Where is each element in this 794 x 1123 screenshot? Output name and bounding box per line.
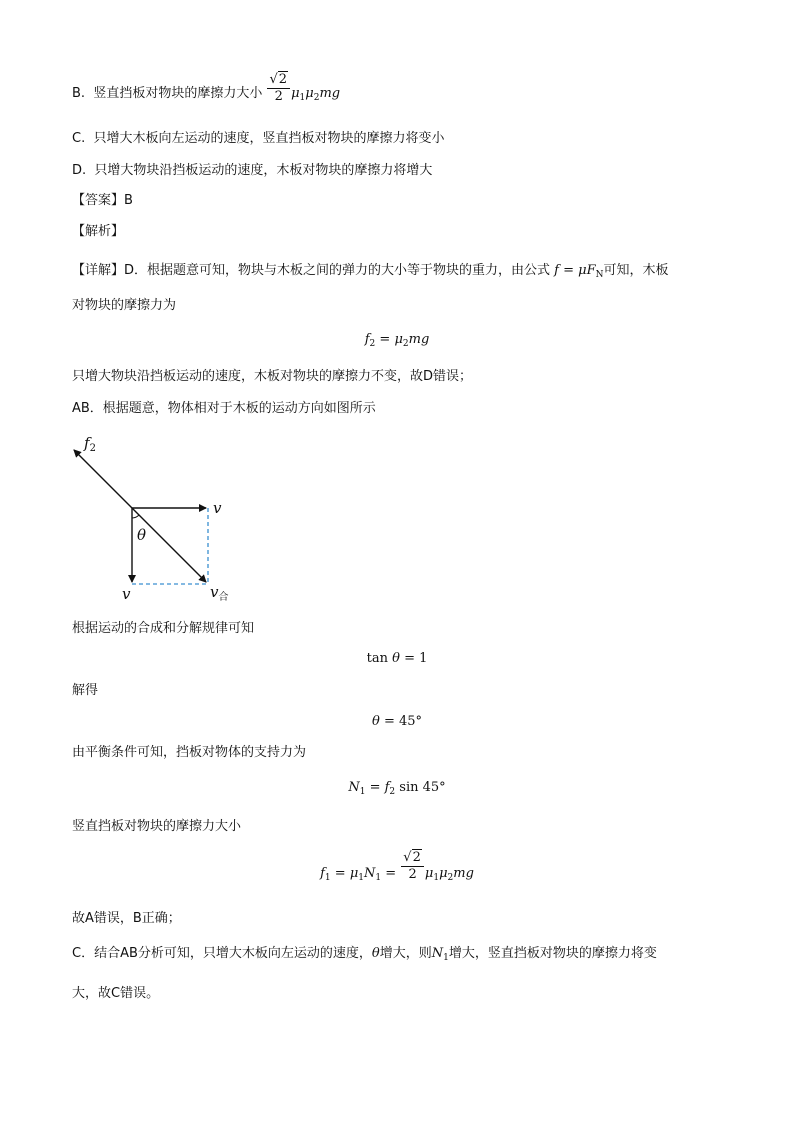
detail-text-1b: 可知，木板 [603,263,669,278]
equation-f2: $f_2 = \mu_2mg$ [364,332,430,349]
v-sum-label: $v_合$ [210,583,229,603]
f2-arrow [74,450,132,508]
equation-f1: $f_1 = \mu_1N_1$ = $\frac{√2}{2}$ $\mu_1\mu_2mg$ [320,850,474,883]
option-d-label: D. [72,163,87,178]
detail-line-10: C．结合AB分析可知，只增大木板向左运动的速度，θ增大，则$N_1$增大，竖直挡板对物块的摩擦力将变 [72,946,657,963]
v-down-label: v [122,585,131,603]
equation-n1: $N_1 = f_2$ sin 45° [348,780,446,797]
answer-line [72,192,133,210]
answer-tag: 【答案】 [72,193,125,208]
detail-line-3: 只增大物块沿挡板运动的速度，木板对物块的摩擦力不变，故D错误； [72,369,473,384]
option-c [72,130,445,148]
detail-line-7: 由平衡条件可知，挡板对物体的支持力为 [72,745,307,760]
velocity-diagram [60,428,260,608]
option-d [72,162,432,180]
option-d-text: 只增大物块沿挡板运动的速度，木板对物块的摩擦力将增大 [94,163,433,178]
option-c-text: 只增大木板向左运动的速度，竖直挡板对物块的摩擦力将变小 [93,131,445,146]
detail-tag: 【详解】 [72,263,125,278]
analysis-tag: 【解析】 [72,224,125,239]
equation-tan: tan θ = 1 [366,651,428,666]
option-b-label: B. [72,86,86,101]
detail-line-4: AB．根据题意，物体相对于木板的运动方向如图所示 [72,401,376,416]
detail-text-10a: C．结合AB分析可知，只增大木板向左运动的速度， [72,946,372,961]
detail-text-10b: 增大，则 [379,946,432,961]
detail-line-8: 竖直挡板对物块的摩擦力大小 [72,819,242,834]
detail-line-9: 故A错误，B正确； [72,911,181,926]
detail-line-2: 对物块的摩擦力为 [72,298,177,313]
option-b-fraction: $\frac{√2}{2}$ [267,72,290,105]
theta-label: θ [137,526,147,544]
detail-text-1a: D．根据题意可知，物块与木板之间的弹力的大小等于物块的重力，由公式 [124,263,551,278]
detail-line-1: 【详解】D．根据题意可知，物块与木板之间的弹力的大小等于物块的重力，由公式 $f = \mu F_N$可知，木板 [72,263,669,280]
v-sum-arrow [132,508,206,582]
equation-theta: θ = 45° [371,714,423,729]
option-c-label: C. [72,131,86,146]
option-b: B. 竖直挡板对物块的摩擦力大小 $\frac{√2}{2}$ $\mu_1\mu_2mg$ [72,72,341,104]
answer-value: B [124,193,133,208]
theta-arc [132,515,139,518]
f2-label: $f_2$ [84,434,96,454]
detail-line-6: 解得 [72,683,99,698]
v-right-label: v [213,499,222,517]
option-b-text: 竖直挡板对物块的摩擦力大小 [93,86,263,101]
detail-text-10c: 增大，竖直挡板对物块的摩擦力将变 [448,946,657,961]
detail-line-5: 根据运动的合成和分解规律可知 [72,621,255,636]
detail-line-11: 大，故C错误。 [72,986,160,1001]
formula-friction: f [554,263,559,278]
